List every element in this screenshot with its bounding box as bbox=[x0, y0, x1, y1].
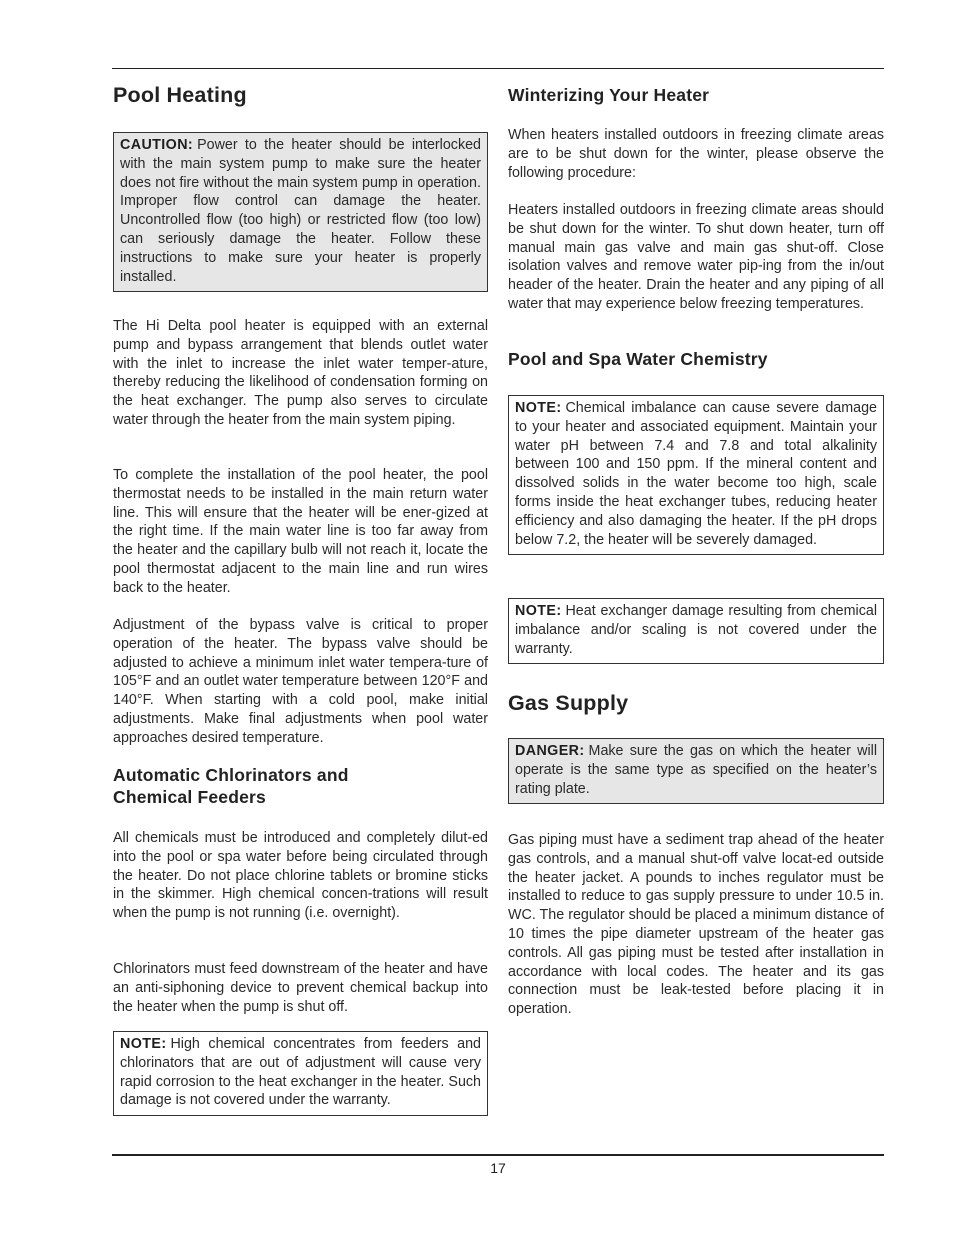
note-text: Heat exchanger damage resulting from chemical imbalance and/or scaling is not covered under the warranty. bbox=[515, 603, 877, 657]
chlorinators-heading-line2: Chemical Feeders bbox=[113, 787, 266, 807]
pool-heater-intro-paragraph: The Hi Delta pool heater is equipped with an external pump and bypass arrangement that blends outlet water with the inlet to increase the inlet water temper-ature, thereby reducing the likelihood of condensation forming on the heat exchanger. The pump also serves to circulate water through the heater from the main system piping. bbox=[113, 318, 488, 428]
thermostat-paragraph: To complete the installation of the pool heater, the pool thermostat needs to be installed in the main return water line. This will ensure that the heater will be ener-gized at the right time. If the main water line is too far away from the heater and the capillary bulb will not reach it, locate the pool thermostat adjacent to the main line and run wires back to the heater. bbox=[113, 467, 488, 596]
chemicals-paragraph: All chemicals must be introduced and completely dilut-ed into the pool or spa water before being circulated through the heater. Do not place chlorine tablets or bromine sticks in the skimmer. High chemical concen-trations will result when the pump is not running (i.e. overnight). bbox=[113, 830, 488, 922]
gas-piping-paragraph: Gas piping must have a sediment trap ahead of the heater gas controls, and a manual shut-off valve locat-ed outside the heater jacket. A pounds to inches regulator must be installed to reduce to gas supply pressure to under 10.5 in. WC. The regulator should be placed a minimum distance of 10 times the pipe diameter upstream of the heater gas controls. All gas piping must be tested after installation in accordance with local codes. The heater and its gas connection must be leak-tested before placing it in operation. bbox=[508, 832, 884, 1018]
note-label: NOTE: bbox=[515, 400, 562, 416]
winterizing-heading: Winterizing Your Heater bbox=[508, 85, 710, 105]
note-text: High chemical concentrates from feeders and chlorinators that are out of adjustment will cause very rapid corrosion to the heat exchanger in the heater. Such damage is not covered under the warranty. bbox=[120, 1036, 481, 1109]
gas-supply-heading: Gas Supply bbox=[508, 691, 629, 715]
danger-box bbox=[508, 738, 884, 804]
water-chemistry-heading: Pool and Spa Water Chemistry bbox=[508, 349, 768, 369]
top-rule bbox=[112, 68, 884, 69]
danger-text: Make sure the gas on which the heater will operate is the same type as specified on the heater’s rating plate. bbox=[515, 743, 877, 797]
winterizing-procedure-paragraph: Heaters installed outdoors in freezing climate areas should be shut down for the winter. To shut down heater, turn off manual main gas valve and main gas shut-off. Close isolation valves and remove water pip-ing from the in/out header of the heater. Drain the heater and any piping of all water that may experience below freezing temperatures. bbox=[508, 202, 884, 312]
caution-text: Power to the heater should be interlocked with the main system pump to make sure the heater does not fire without the main system pump in operation. Improper flow control can damage the heater. Uncontrolled flow (too high) or restricted flow (too low) can seriously damage the heater. Follow these instructions to make sure your heater is properly installed. bbox=[120, 137, 481, 285]
pool-heating-heading: Pool Heating bbox=[113, 83, 247, 107]
note-label: NOTE: bbox=[120, 1036, 167, 1052]
chlorinators-paragraph: Chlorinators must feed downstream of the heater and have an anti-siphoning device to prevent chemical backup into the heater when the pump is shut off. bbox=[113, 961, 488, 1015]
note-box-warranty bbox=[508, 598, 884, 664]
note-box-chemical-concentrates bbox=[113, 1031, 488, 1116]
chlorinators-heading bbox=[113, 764, 349, 808]
note-label: NOTE: bbox=[515, 603, 562, 619]
note-text: Chemical imbalance can cause severe damage to your heater and associated equipment. Maintain your water pH between 7.4 and 7.8 and total alkalinity between 100 and 150 ppm. If the mineral content and dissolved solids in the water become too high, scale forms inside the heat exchanger tubes, reducing heater efficiency and also damaging the heater. If the pH drops below 7.2, the heater will be severely damaged. bbox=[515, 400, 877, 548]
bypass-valve-paragraph: Adjustment of the bypass valve is critical to proper operation of the heater. The bypass valve should be adjusted to achieve a minimum inlet water tempera-ture of 105°F and an outlet water temperature between 120°F and 140°F. When starting with a cold pool, make initial adjustments. Make final adjustments when pool water approaches desired temperature. bbox=[113, 617, 488, 746]
note-box-chemical-imbalance bbox=[508, 395, 884, 555]
chlorinators-heading-line1: Automatic Chlorinators and bbox=[113, 765, 349, 785]
winterizing-intro-paragraph: When heaters installed outdoors in freezing climate areas are to be shut down for the winter, please observe the following procedure: bbox=[508, 127, 884, 181]
danger-label: DANGER: bbox=[515, 743, 585, 759]
caution-label: CAUTION: bbox=[120, 137, 194, 153]
page-number: 17 bbox=[490, 1160, 506, 1176]
bottom-rule bbox=[112, 1154, 884, 1156]
caution-box bbox=[113, 132, 488, 292]
